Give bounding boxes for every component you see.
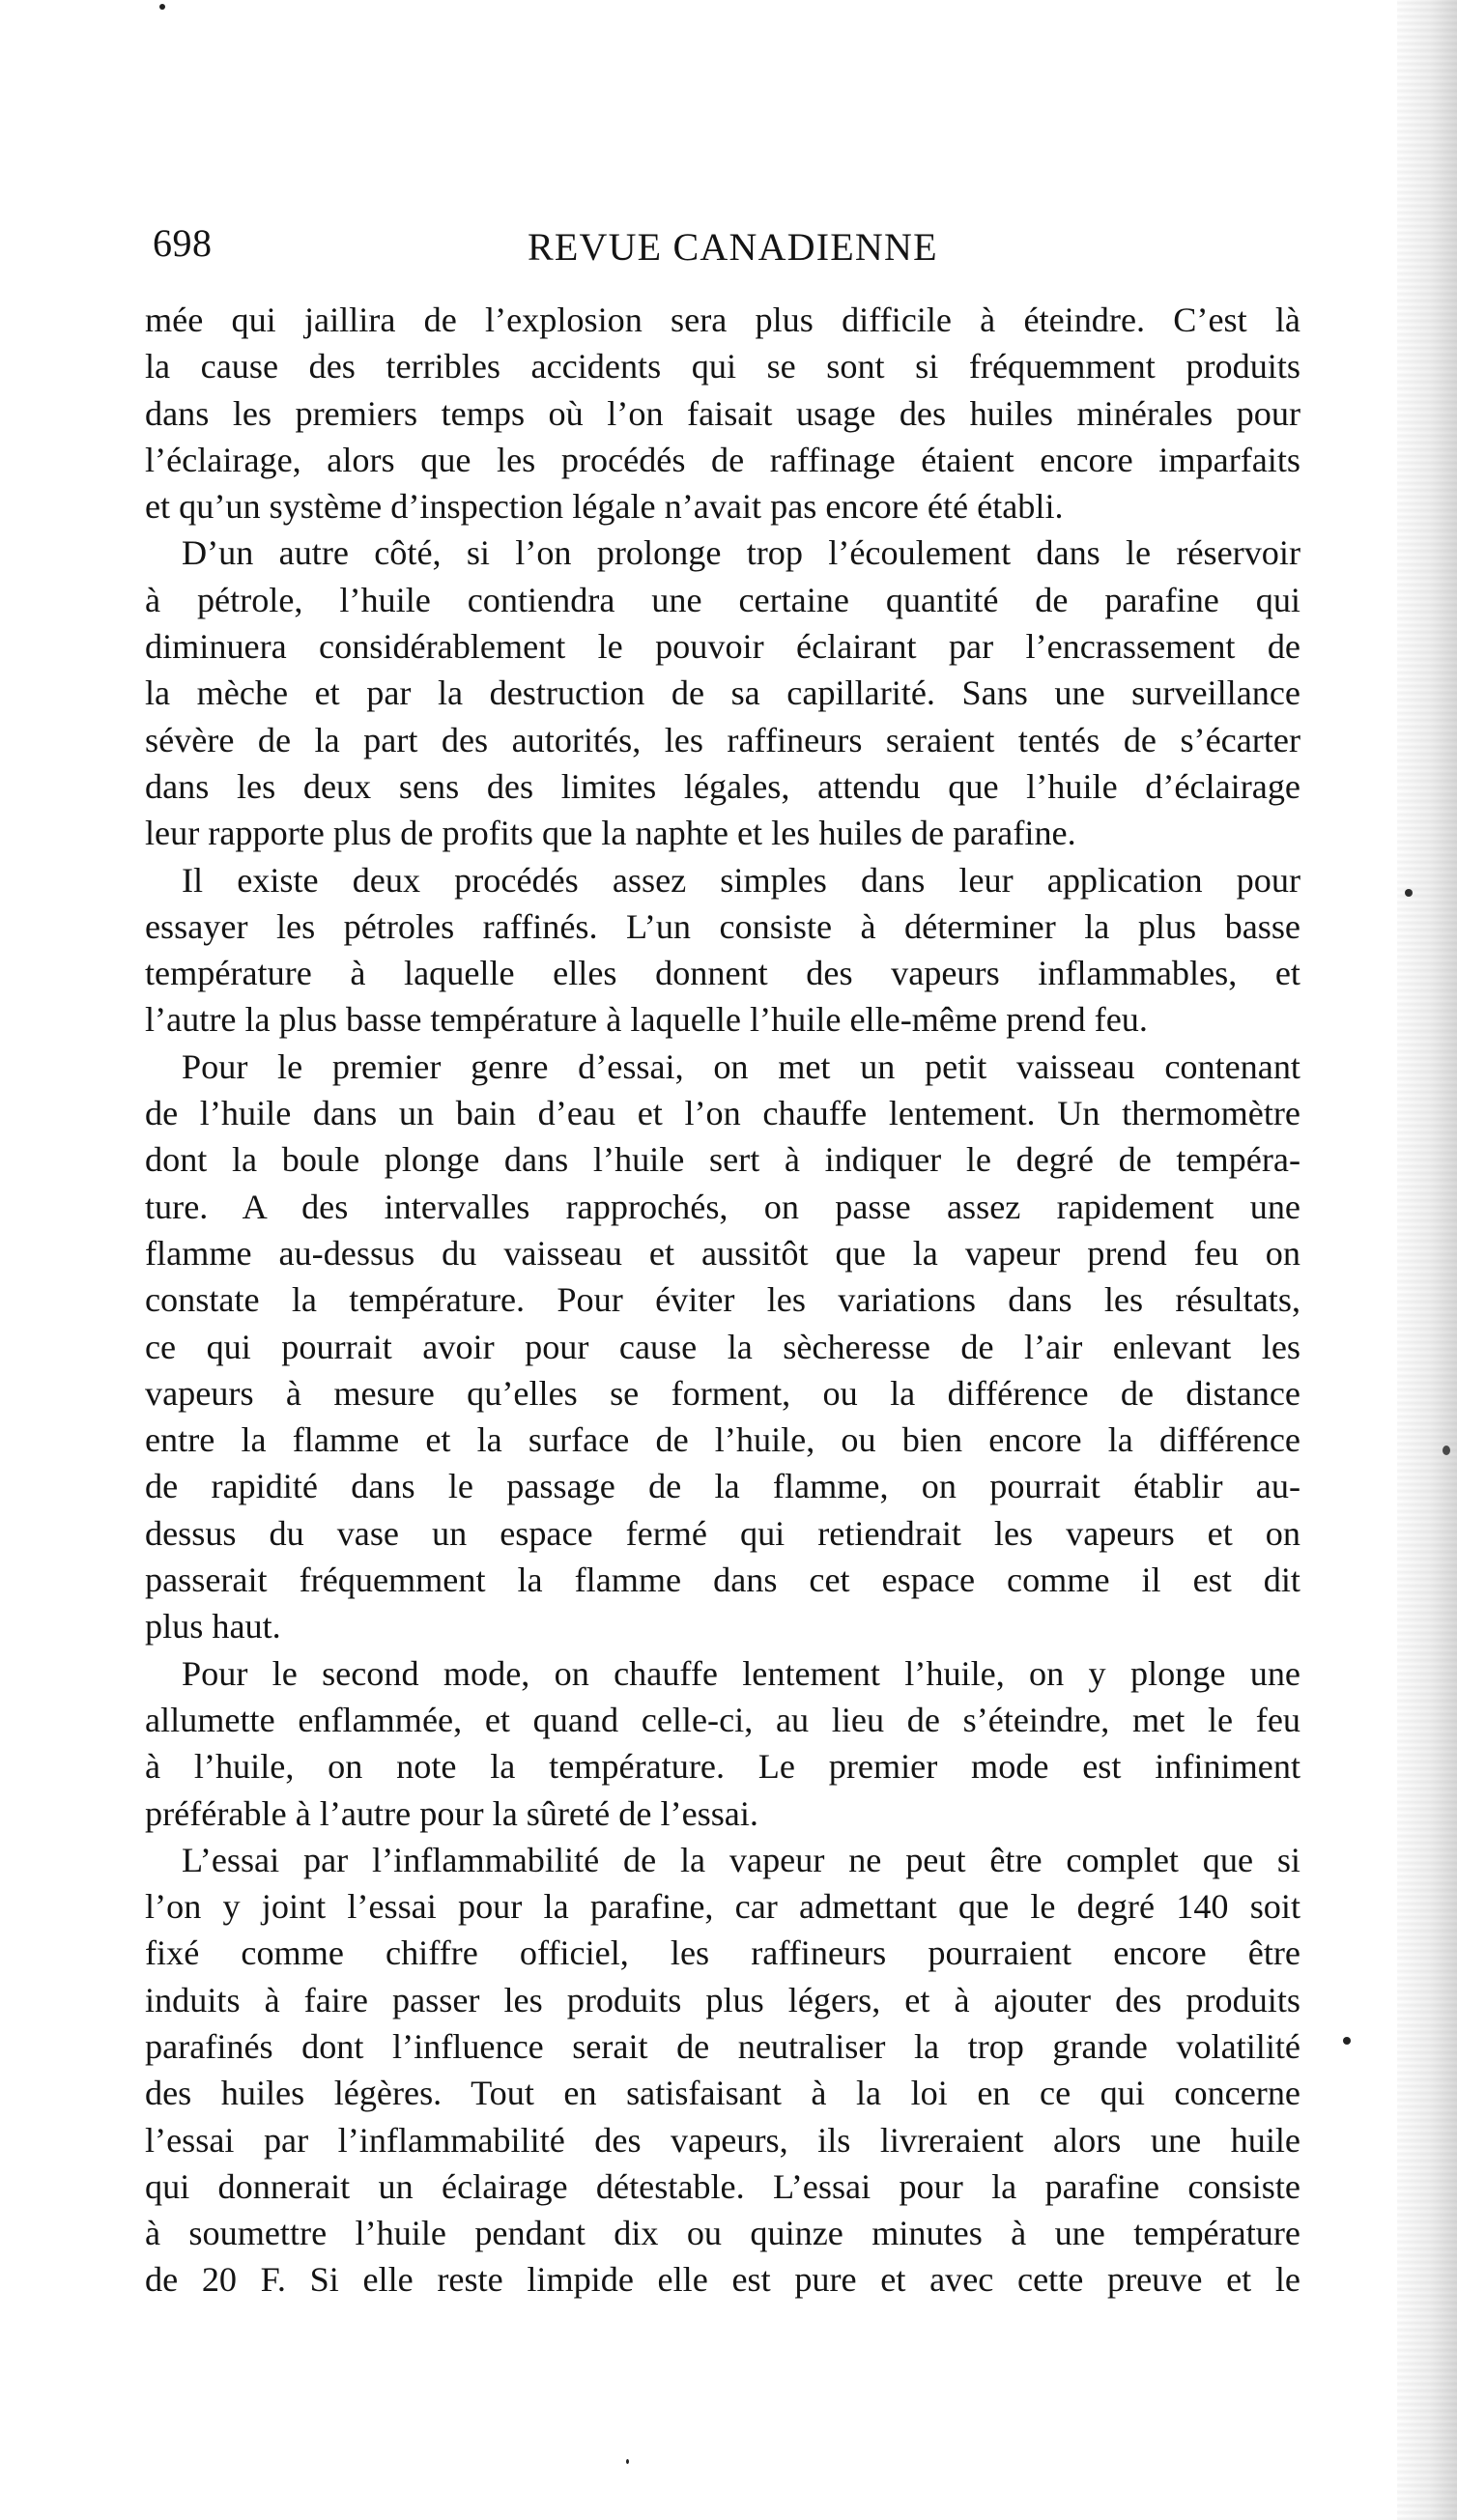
text-line: diminuera considérablement le pouvoir éclairant par l’encrassement de — [145, 627, 1300, 667]
text-line: à pétrole, l’huile contiendra une certaine quantité de parafine qui — [145, 580, 1300, 619]
text-line: de l’huile dans un bain d’eau et l’on chauffe lentement. Un thermomètre — [145, 1094, 1300, 1133]
article-body — [145, 297, 1300, 2304]
text-line: plus haut. — [145, 1607, 281, 1647]
text-line: et qu’un système d’inspection légale n’avait pas encore été établi. — [145, 487, 1064, 527]
scan-speck — [159, 4, 165, 10]
scan-speck — [1343, 2037, 1351, 2045]
text-line: dessus du vase un espace fermé qui retiendrait les vapeurs et on — [145, 1513, 1300, 1553]
text-line: dont la boule plonge dans l’huile sert à indiquer le degré de tempéra- — [145, 1140, 1300, 1180]
text-line: vapeurs à mesure qu’elles se forment, ou la différence de distance — [145, 1373, 1300, 1413]
text-line: ture. A des intervalles rapprochés, on passe assez rapidement une — [145, 1187, 1300, 1226]
text-line: entre la flamme et la surface de l’huile, ou bien encore la différence — [145, 1420, 1300, 1460]
text-line: l’on y joint l’essai pour la parafine, car admettant que le degré 140 soit — [145, 1887, 1300, 1927]
scan-speck — [626, 2459, 629, 2464]
running-head — [153, 215, 1293, 272]
text-line: allumette enflammée, et quand celle-ci, au lieu de s’éteindre, met le feu — [145, 1700, 1300, 1739]
text-line: Il existe deux procédés assez simples dans leur application pour — [182, 860, 1300, 900]
text-line: l’éclairage, alors que les procédés de raffinage étaient encore imparfaits — [145, 440, 1300, 479]
text-line: préférable à l’autre pour la sûreté de l’essai. — [145, 1793, 758, 1833]
text-line: de 20 F. Si elle reste limpide elle est pure et avec cette preuve et le — [145, 2260, 1300, 2300]
text-line: flamme au-dessus du vaisseau et aussitôt que la vapeur prend feu on — [145, 1233, 1300, 1273]
text-line: des huiles légères. Tout en satisfaisant à la loi en ce qui concerne — [145, 2074, 1300, 2113]
page-edge-shadow — [1397, 0, 1457, 2520]
text-line: qui donnerait un éclairage détestable. L’essai pour la parafine consiste — [145, 2166, 1300, 2206]
text-line: la mèche et par la destruction de sa capillarité. Sans une surveillance — [145, 673, 1300, 713]
text-line: essayer les pétroles raffinés. L’un consiste à déterminer la plus basse — [145, 906, 1300, 946]
text-line: passerait fréquemment la flamme dans cet espace comme il est dit — [145, 1561, 1300, 1600]
text-line: la cause des terribles accidents qui se sont si fréquemment produits — [145, 347, 1300, 387]
text-line: constate la température. Pour éviter les variations dans les résultats, — [145, 1280, 1300, 1320]
text-line: l’essai par l’inflammabilité des vapeurs, ils livreraient alors une huile — [145, 2120, 1300, 2160]
journal-title: REVUE CANADIENNE — [528, 225, 938, 269]
text-line: à l’huile, on note la température. Le premier mode est infiniment — [145, 1747, 1300, 1787]
text-line: ce qui pourrait avoir pour cause la sècheresse de l’air enlevant les — [145, 1327, 1300, 1366]
text-line: Pour le second mode, on chauffe lentement l’huile, on y plonge une — [182, 1653, 1300, 1693]
text-line: mée qui jaillira de l’explosion sera plus difficile à éteindre. C’est là — [145, 301, 1300, 339]
text-line: D’un autre côté, si l’on prolonge trop l’écoulement dans le réservoir — [182, 533, 1300, 573]
text-line: parafinés dont l’influence serait de neutraliser la trop grande volatilité — [145, 2026, 1300, 2066]
text-line: fixé comme chiffre officiel, les raffineurs pourraient encore être — [145, 1933, 1300, 1973]
text-line: de rapidité dans le passage de la flamme, on pourrait établir au- — [145, 1467, 1300, 1506]
page-number: 698 — [153, 221, 213, 265]
text-line: induits à faire passer les produits plus légers, et à ajouter des produits — [145, 1980, 1300, 2019]
text-line: leur rapporte plus de profits que la naphte et les huiles de parafine. — [145, 814, 1076, 853]
text-line: température à laquelle elles donnent des vapeurs inflammables, et — [145, 954, 1300, 993]
text-line: dans les premiers temps où l’on faisait usage des huiles minérales pour — [145, 393, 1300, 433]
text-line: l’autre la plus basse température à laquelle l’huile elle-même prend feu. — [145, 1000, 1148, 1040]
text-line: sévère de la part des autorités, les raffineurs seraient tentés de s’écarter — [145, 720, 1300, 759]
text-line: à soumettre l’huile pendant dix ou quinze minutes à une température — [145, 2214, 1300, 2253]
text-line: L’essai par l’inflammabilité de la vapeur ne peut être complet que si — [182, 1840, 1300, 1879]
text-line: dans les deux sens des limites légales, attendu que l’huile d’éclairage — [145, 766, 1300, 806]
text-line: Pour le premier genre d’essai, on met un petit vaisseau contenant — [182, 1046, 1300, 1086]
